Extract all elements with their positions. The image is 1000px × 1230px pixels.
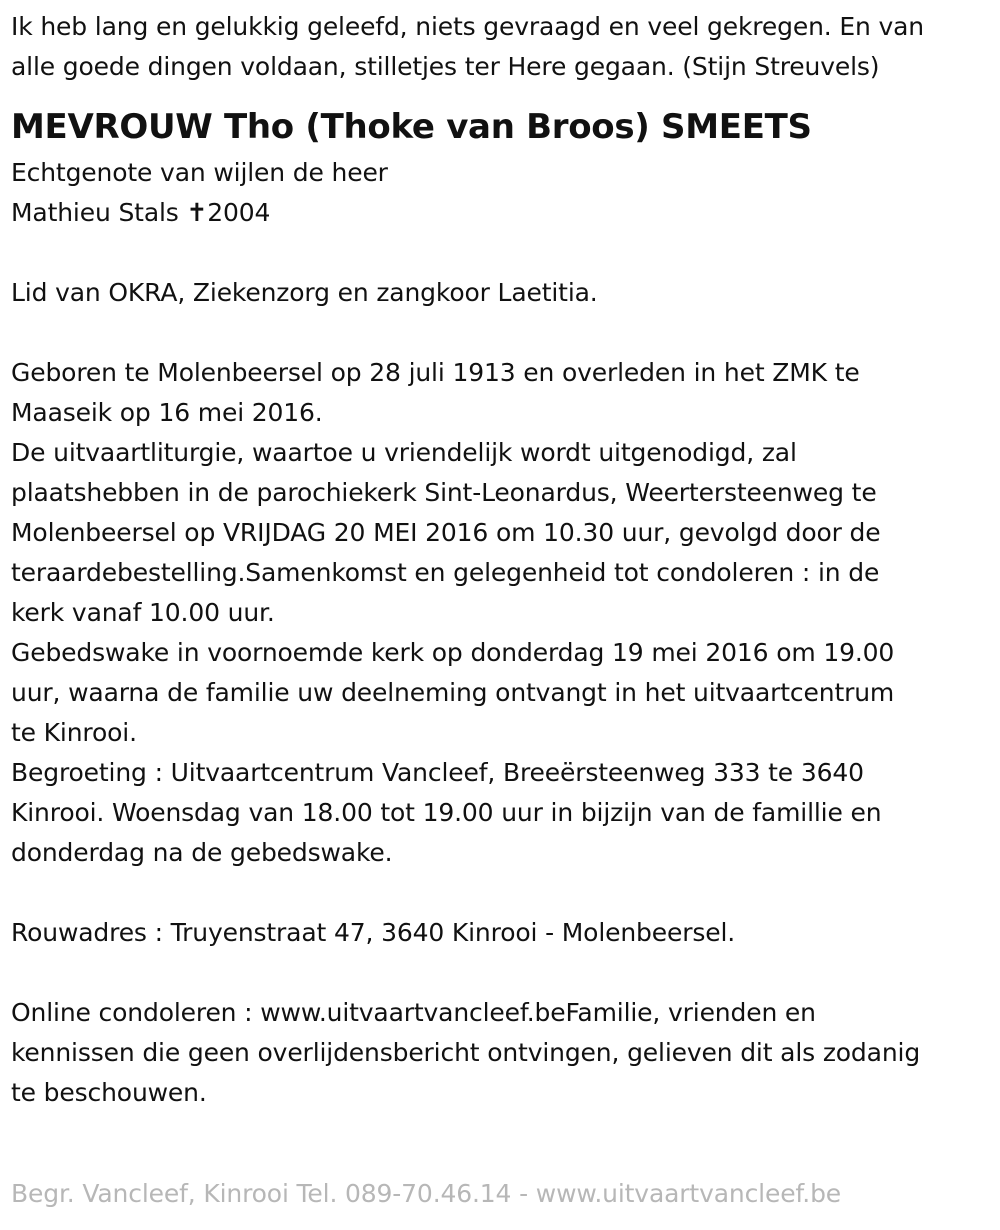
deceased-name: MEVROUW Tho (Thoke van Broos) SMEETS [11,107,812,147]
detail-line: te Kinrooi. [11,718,137,747]
detail-line: Geboren te Molenbeersel op 28 juli 1913 en overleden in het ZMK te [11,358,860,387]
obituary-notice [11,7,986,1113]
spacer [11,953,986,993]
quote-line: Ik heb lang en gelukkig geleefd, niets gevraagd en veel gekregen. En van [11,12,925,41]
funeral-home-footer: Begr. Vancleef, Kinrooi Tel. 089-70.46.14 - www.uitvaartvancleef.be [11,1179,842,1208]
spacer [11,233,986,273]
detail-line: uur, waarna de familie uw deelneming ontvangt in het uitvaartcentrum [11,678,895,707]
detail-line: teraardebestelling.Samenkomst en gelegenheid tot condoleren : in de [11,558,880,587]
detail-line: donderdag na de gebedswake. [11,838,393,867]
quote-line: alle goede dingen voldaan, stilletjes ter Here gegaan. (Stijn Streuvels) [11,52,880,81]
detail-line: Maaseik op 16 mei 2016. [11,398,323,427]
detail-line: Gebedswake in voornoemde kerk op donderdag 19 mei 2016 om 19.00 [11,638,895,667]
detail-line: Begroeting : Uitvaartcentrum Vancleef, Breeërsteenweg 333 te 3640 [11,758,864,787]
spouse-line: Mathieu Stals ✝2004 [11,198,271,227]
detail-line: plaatshebben in de parochiekerk Sint-Leonardus, Weertersteenweg te [11,478,877,507]
detail-line: De uitvaartliturgie, waartoe u vriendelijk wordt uitgenodigd, zal [11,438,797,467]
detail-line: kerk vanaf 10.00 uur. [11,598,275,627]
spouse-line: Echtgenote van wijlen de heer [11,158,388,187]
detail-line: Kinrooi. Woensdag van 18.00 tot 19.00 uur in bijzijn van de famillie en [11,798,882,827]
online-condolence-line: kennissen die geen overlijdensbericht ontvingen, gelieven dit als zodanig [11,1038,921,1067]
detail-line: Molenbeersel op VRIJDAG 20 MEI 2016 om 10.30 uur, gevolgd door de [11,518,881,547]
spacer [11,313,986,353]
spacer [11,873,986,913]
mourning-address: Rouwadres : Truyenstraat 47, 3640 Kinrooi - Molenbeersel. [11,918,736,947]
online-condolence-line: te beschouwen. [11,1078,207,1107]
membership-text: Lid van OKRA, Ziekenzorg en zangkoor Laetitia. [11,278,598,307]
online-condolence-line: Online condoleren : www.uitvaartvancleef.beFamilie, vrienden en [11,998,816,1027]
